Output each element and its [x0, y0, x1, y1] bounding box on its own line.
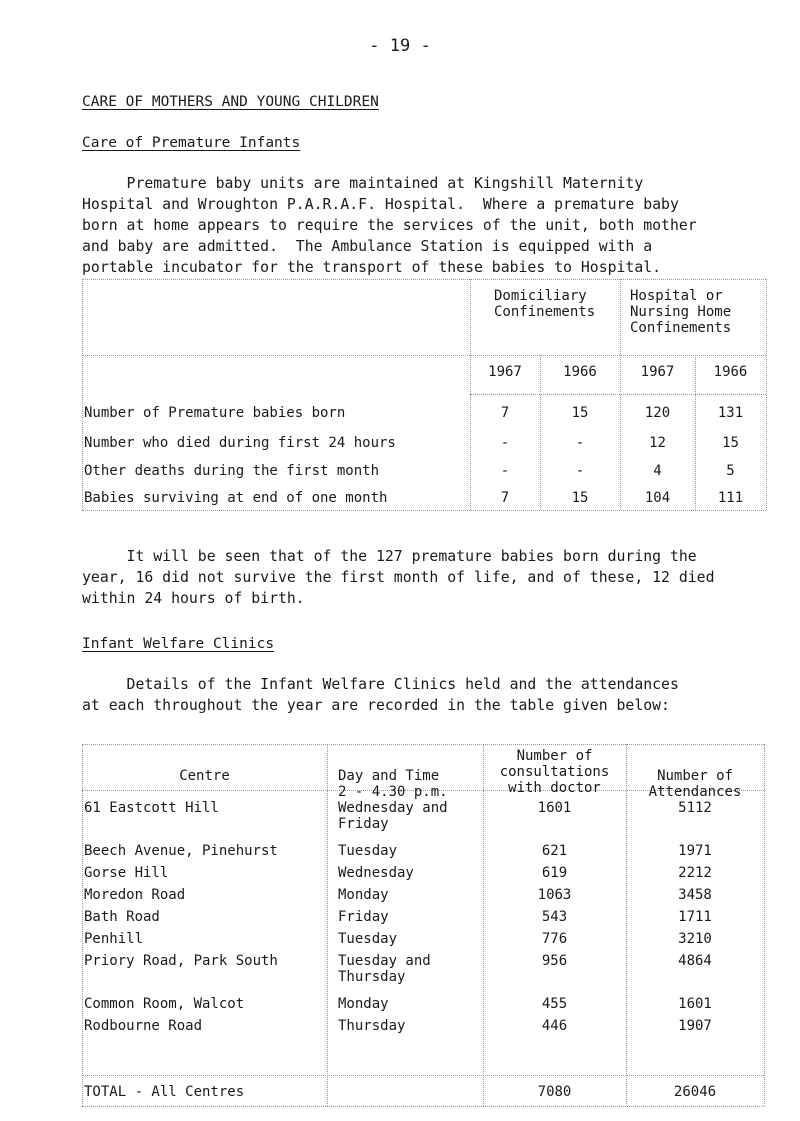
- clinic-centre: Priory Road, Park South: [84, 953, 278, 969]
- row-label: Number who died during first 24 hours: [84, 435, 396, 451]
- row-label: Other deaths during the first month: [84, 463, 380, 479]
- clinic-attendances: 1971: [678, 843, 712, 859]
- clinic-centre: Moredon Road: [84, 887, 186, 903]
- clinic-attendances: 4864: [678, 953, 712, 969]
- clinics-heading: Infant Welfare Clinics: [82, 636, 275, 652]
- clinic-day-time: Thursday: [338, 1018, 406, 1034]
- clinic-centre: Bath Road: [84, 909, 160, 925]
- group-domiciliary: Domiciliary Confinements: [494, 288, 596, 320]
- clinic-centre: Common Room, Walcot: [84, 996, 245, 1012]
- clinic-day-time: Tuesday: [338, 843, 398, 859]
- table-cell: -: [575, 463, 585, 479]
- section-title: CARE OF MOTHERS AND YOUNG CHILDREN: [82, 94, 379, 110]
- clinic-attendances: 3210: [678, 931, 712, 947]
- paragraph-line: Details of the Infant Welfare Clinics held and the attendances: [82, 676, 679, 693]
- paragraph-line: and baby are admitted. The Ambulance Station is equipped with a: [82, 238, 653, 255]
- row-label: Babies surviving at end of one month: [84, 490, 388, 506]
- total-consultations: 7080: [537, 1084, 572, 1100]
- clinic-centre: Penhill: [84, 931, 144, 947]
- clinic-centre: 61 Eastcott Hill: [84, 800, 219, 816]
- clinic-consultations: 455: [541, 996, 568, 1012]
- table-cell: 104: [644, 490, 671, 506]
- premature-heading: Care of Premature Infants: [82, 135, 301, 151]
- clinic-day-time: Wednesday: [338, 865, 414, 881]
- paragraph-line: year, 16 did not survive the first month of life, and of these, 12 died: [82, 569, 715, 586]
- year-header: 1967: [488, 364, 522, 380]
- clinic-attendances: 3458: [678, 887, 712, 903]
- table-cell: 15: [571, 490, 589, 506]
- table-cell: 4: [653, 463, 662, 479]
- clinic-attendances: 1601: [678, 996, 712, 1012]
- clinic-day-time: Friday: [338, 909, 389, 925]
- header-attendances: Number of Attendances: [648, 768, 742, 800]
- clinic-consultations: 1063: [537, 887, 572, 903]
- total-label: TOTAL - All Centres: [84, 1084, 245, 1100]
- paragraph-line: It will be seen that of the 127 premature babies born during the: [82, 548, 697, 565]
- paragraph-line: born at home appears to require the services of the unit, both mother: [82, 217, 697, 234]
- clinic-consultations: 619: [541, 865, 568, 881]
- clinic-consultations: 776: [541, 931, 568, 947]
- page-number: - 19 -: [369, 36, 431, 56]
- paragraph-line: Premature baby units are maintained at Kingshill Maternity: [82, 175, 644, 192]
- table-cell: 120: [644, 405, 671, 421]
- clinic-centre: Rodbourne Road: [84, 1018, 203, 1034]
- paragraph-line: portable incubator for the transport of these babies to Hospital.: [82, 259, 662, 276]
- clinic-consultations: 621: [541, 843, 568, 859]
- table-cell: -: [500, 435, 510, 451]
- clinic-attendances: 1907: [678, 1018, 712, 1034]
- clinic-day-time: Monday: [338, 887, 389, 903]
- table-cell: 7: [500, 490, 510, 506]
- group-hospital: Hospital or Nursing Home Confinements: [630, 288, 732, 336]
- table-cell: 15: [722, 435, 739, 451]
- table-cell: 5: [726, 463, 735, 479]
- table-cell: -: [575, 435, 585, 451]
- total-attendances: 26046: [673, 1084, 717, 1100]
- clinic-consultations: 1601: [537, 800, 572, 816]
- clinic-consultations: 956: [541, 953, 568, 969]
- clinic-consultations: 446: [541, 1018, 568, 1034]
- header-consultations: Number of consultations with doctor: [499, 748, 610, 796]
- table-cell: 15: [571, 405, 589, 421]
- table-cell: 131: [717, 405, 744, 421]
- table-cell: 12: [649, 435, 666, 451]
- header-day-time: Day and Time 2 - 4.30 p.m.: [338, 768, 448, 800]
- clinic-attendances: 1711: [678, 909, 712, 925]
- year-header: 1966: [713, 364, 748, 380]
- clinic-consultations: 543: [541, 909, 568, 925]
- paragraph-line: Hospital and Wroughton P.A.R.A.F. Hospital. Where a premature baby: [82, 196, 679, 213]
- paragraph-line: at each throughout the year are recorded in the table given below:: [82, 697, 670, 714]
- clinic-attendances: 2212: [678, 865, 712, 881]
- clinic-centre: Beech Avenue, Pinehurst: [84, 843, 278, 859]
- clinic-day-time: Tuesday: [338, 931, 398, 947]
- paragraph-line: within 24 hours of birth.: [82, 590, 305, 607]
- row-label: Number of Premature babies born: [84, 405, 346, 421]
- table-cell: -: [500, 463, 510, 479]
- year-header: 1966: [563, 364, 597, 380]
- year-header: 1967: [640, 364, 675, 380]
- table-cell: 7: [500, 405, 510, 421]
- table-cell: 111: [717, 490, 744, 506]
- clinic-attendances: 5112: [678, 800, 712, 816]
- clinic-centre: Gorse Hill: [84, 865, 169, 881]
- clinic-day-time: Monday: [338, 996, 389, 1012]
- clinic-day-time: Wednesday and Friday: [338, 800, 448, 832]
- header-centre: Centre: [179, 768, 230, 784]
- clinic-day-time: Tuesday and Thursday: [338, 953, 431, 985]
